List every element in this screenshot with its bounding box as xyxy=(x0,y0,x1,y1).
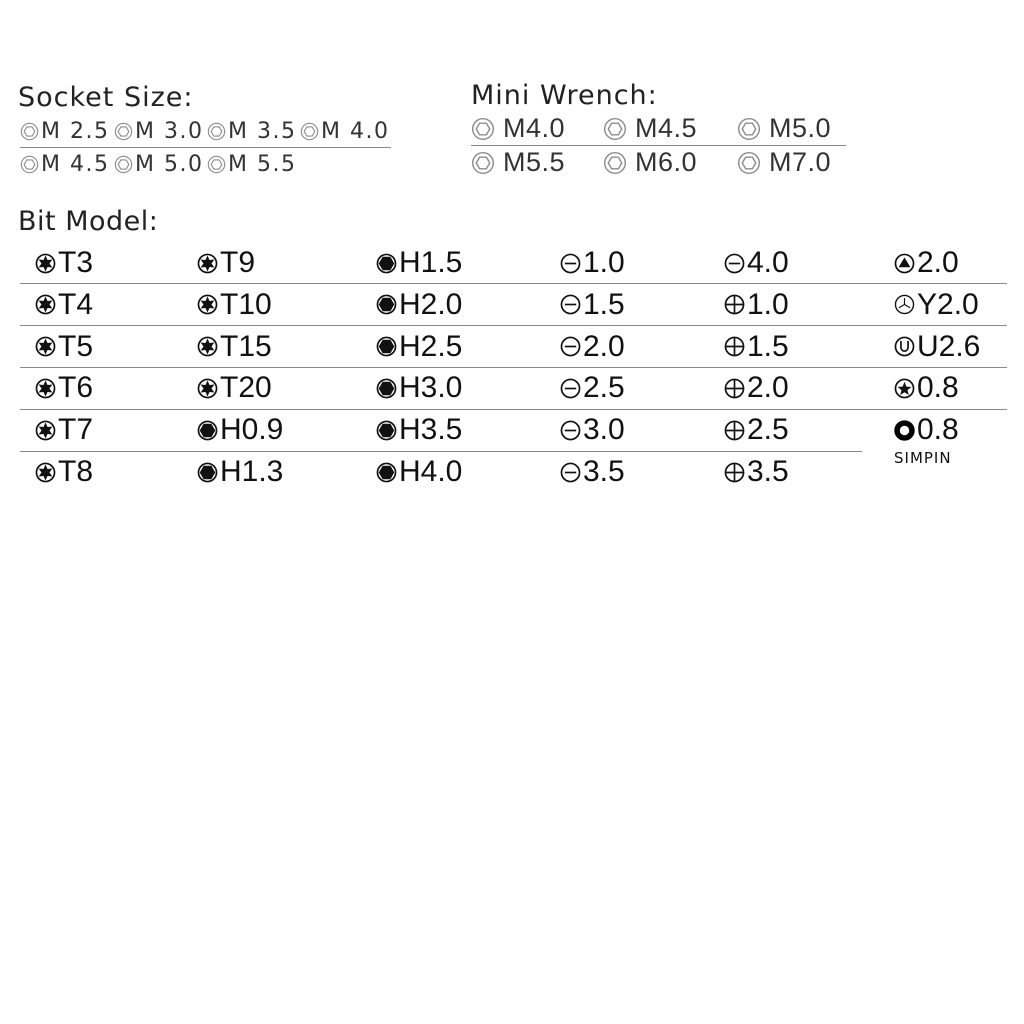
bit-label: H4.0 xyxy=(399,455,463,488)
socket-icon xyxy=(603,151,627,175)
wrench-size-item xyxy=(471,147,565,178)
u-type-icon xyxy=(894,336,915,357)
slotted-icon xyxy=(560,253,581,274)
bit-item xyxy=(560,371,625,405)
wrench-size-item xyxy=(737,113,831,144)
bit-label: H1.5 xyxy=(399,246,463,279)
slotted-icon xyxy=(560,378,581,399)
socket-divider xyxy=(20,147,391,148)
bit-item xyxy=(376,288,462,322)
torx-icon xyxy=(35,253,56,274)
bit-item xyxy=(894,413,959,447)
bit-item xyxy=(894,330,980,364)
bit-label: Y2.0 xyxy=(917,287,979,321)
triangle-icon xyxy=(894,253,915,274)
pentalobe-icon xyxy=(894,378,915,399)
wrench-size-label: M7.0 xyxy=(769,147,832,177)
bit-label: 2.0 xyxy=(583,329,625,363)
bit-label: T7 xyxy=(58,413,94,447)
bit-row-divider xyxy=(20,451,862,452)
phillips-icon xyxy=(724,378,745,399)
socket-size-label: M 5.5 xyxy=(228,152,297,177)
bit-label: T20 xyxy=(220,371,272,405)
slotted-icon xyxy=(560,462,581,483)
socket-icon xyxy=(207,155,226,174)
bit-row-divider xyxy=(20,409,1007,410)
socket-size-label: M 5.0 xyxy=(135,152,204,177)
torx-icon xyxy=(35,336,56,357)
bit-item xyxy=(724,371,789,405)
torx-icon xyxy=(197,294,218,315)
socket-icon xyxy=(114,122,133,141)
bit-label: 0.8 xyxy=(917,413,959,447)
bit-item xyxy=(560,246,625,280)
bit-label: H2.0 xyxy=(399,287,463,321)
bit-item xyxy=(197,288,272,322)
socket-size-item xyxy=(20,152,109,177)
socket-size-label: M 4.5 xyxy=(41,152,110,177)
bit-label: H1.3 xyxy=(220,455,284,488)
bit-item xyxy=(376,330,462,364)
bit-item xyxy=(35,371,93,405)
bit-label: 2.5 xyxy=(747,413,789,447)
wrench-size-label: M5.5 xyxy=(503,147,566,177)
bit-label: T4 xyxy=(58,287,94,321)
socket-size-item xyxy=(207,152,296,177)
bit-label: 4.0 xyxy=(747,246,789,279)
torx-icon xyxy=(35,420,56,441)
wrench-size-label: M4.0 xyxy=(503,113,566,143)
ring-icon xyxy=(894,420,915,441)
wrench-divider xyxy=(471,145,846,146)
bit-label: 2.0 xyxy=(747,371,789,405)
slotted-icon xyxy=(560,420,581,441)
bit-item xyxy=(724,413,789,447)
slotted-icon xyxy=(560,294,581,315)
slotted-icon xyxy=(560,336,581,357)
socket-size-item xyxy=(114,152,203,177)
bit-item xyxy=(197,246,255,280)
bit-item xyxy=(894,288,979,322)
bit-item xyxy=(560,413,625,447)
bit-label: 3.0 xyxy=(583,413,625,447)
bit-item xyxy=(376,246,462,280)
hex-icon xyxy=(197,462,218,483)
socket-icon xyxy=(207,122,226,141)
hex-icon xyxy=(376,420,397,441)
bit-label: T9 xyxy=(220,246,256,279)
slotted-icon xyxy=(724,253,745,274)
bit-label: 0.8 xyxy=(917,371,959,405)
bit-label: T6 xyxy=(58,371,94,405)
phillips-icon xyxy=(724,420,745,441)
bit-item xyxy=(197,330,272,364)
phillips-icon xyxy=(724,336,745,357)
bit-label: H0.9 xyxy=(220,413,284,447)
socket-size-label: M 2.5 xyxy=(41,119,110,144)
bit-row-divider xyxy=(20,367,1007,368)
bit-row-divider xyxy=(20,325,1007,326)
bit-item xyxy=(724,455,789,489)
torx-icon xyxy=(35,378,56,399)
bit-item xyxy=(724,288,789,322)
bit-item xyxy=(560,330,625,364)
bit-item xyxy=(560,288,625,322)
bit-label: 2.0 xyxy=(917,246,959,279)
bit-item xyxy=(894,246,959,280)
bit-item xyxy=(724,246,789,280)
wrench-size-label: M6.0 xyxy=(635,147,698,177)
socket-icon xyxy=(737,151,761,175)
socket-icon xyxy=(471,117,495,141)
hex-icon xyxy=(376,294,397,315)
bit-label: T10 xyxy=(220,287,272,321)
socket-icon xyxy=(471,151,495,175)
torx-icon xyxy=(197,253,218,274)
wrench-size-item xyxy=(603,147,697,178)
bit-label: 2.5 xyxy=(583,371,625,405)
socket-size-label: M 3.0 xyxy=(135,119,204,144)
socket-icon xyxy=(300,122,319,141)
bit-item xyxy=(376,371,462,405)
bit-item xyxy=(376,455,462,489)
brand-label: SIMPIN xyxy=(894,449,952,467)
bit-label: U2.6 xyxy=(917,329,981,363)
socket-icon xyxy=(114,155,133,174)
torx-icon xyxy=(35,294,56,315)
hex-icon xyxy=(376,378,397,399)
bit-label: 3.5 xyxy=(583,455,625,488)
tri-wing-icon xyxy=(894,294,915,315)
hex-icon xyxy=(376,462,397,483)
phillips-icon xyxy=(724,294,745,315)
socket-size-item xyxy=(207,119,296,144)
socket-icon xyxy=(20,122,39,141)
wrench-size-item xyxy=(471,113,565,144)
socket-icon xyxy=(20,155,39,174)
bit-item xyxy=(35,246,93,280)
torx-icon xyxy=(197,336,218,357)
socket-size-label: M 4.0 xyxy=(321,119,390,144)
bit-item xyxy=(35,288,93,322)
bit-label: T15 xyxy=(220,329,272,363)
hex-icon xyxy=(376,253,397,274)
socket-size-item xyxy=(300,119,389,144)
bit-item xyxy=(724,330,789,364)
bit-item xyxy=(197,413,283,447)
bit-label: H3.0 xyxy=(399,371,463,405)
bit-item xyxy=(35,455,93,489)
wrench-size-item xyxy=(603,113,697,144)
bit-label: T5 xyxy=(58,329,94,363)
bit-item xyxy=(35,330,93,364)
torx-icon xyxy=(197,378,218,399)
bit-label: 3.5 xyxy=(747,455,789,488)
wrench-size-label: M5.0 xyxy=(769,113,832,143)
socket-icon xyxy=(737,117,761,141)
bit-model-heading: Bit Model: xyxy=(18,206,159,237)
socket-size-heading: Socket Size: xyxy=(18,82,194,113)
bit-label: 1.0 xyxy=(747,287,789,321)
torx-icon xyxy=(35,462,56,483)
bit-row-divider xyxy=(20,283,1007,284)
hex-icon xyxy=(197,420,218,441)
bit-label: 1.0 xyxy=(583,246,625,279)
bit-item xyxy=(560,455,625,489)
wrench-size-label: M4.5 xyxy=(635,113,698,143)
bit-item xyxy=(376,413,462,447)
bit-label: H3.5 xyxy=(399,413,463,447)
bit-item xyxy=(197,455,283,489)
bit-item xyxy=(894,371,959,405)
bit-label: T3 xyxy=(58,246,94,279)
hex-icon xyxy=(376,336,397,357)
bit-label: 1.5 xyxy=(583,287,625,321)
socket-icon xyxy=(603,117,627,141)
mini-wrench-heading: Mini Wrench: xyxy=(471,80,658,111)
bit-label: H2.5 xyxy=(399,329,463,363)
socket-size-item xyxy=(20,119,109,144)
socket-size-label: M 3.5 xyxy=(228,119,297,144)
phillips-icon xyxy=(724,462,745,483)
bit-item xyxy=(197,371,272,405)
bit-label: 1.5 xyxy=(747,329,789,363)
bit-item xyxy=(35,413,93,447)
wrench-size-item xyxy=(737,147,831,178)
socket-size-item xyxy=(114,119,203,144)
bit-label: T8 xyxy=(58,455,94,488)
